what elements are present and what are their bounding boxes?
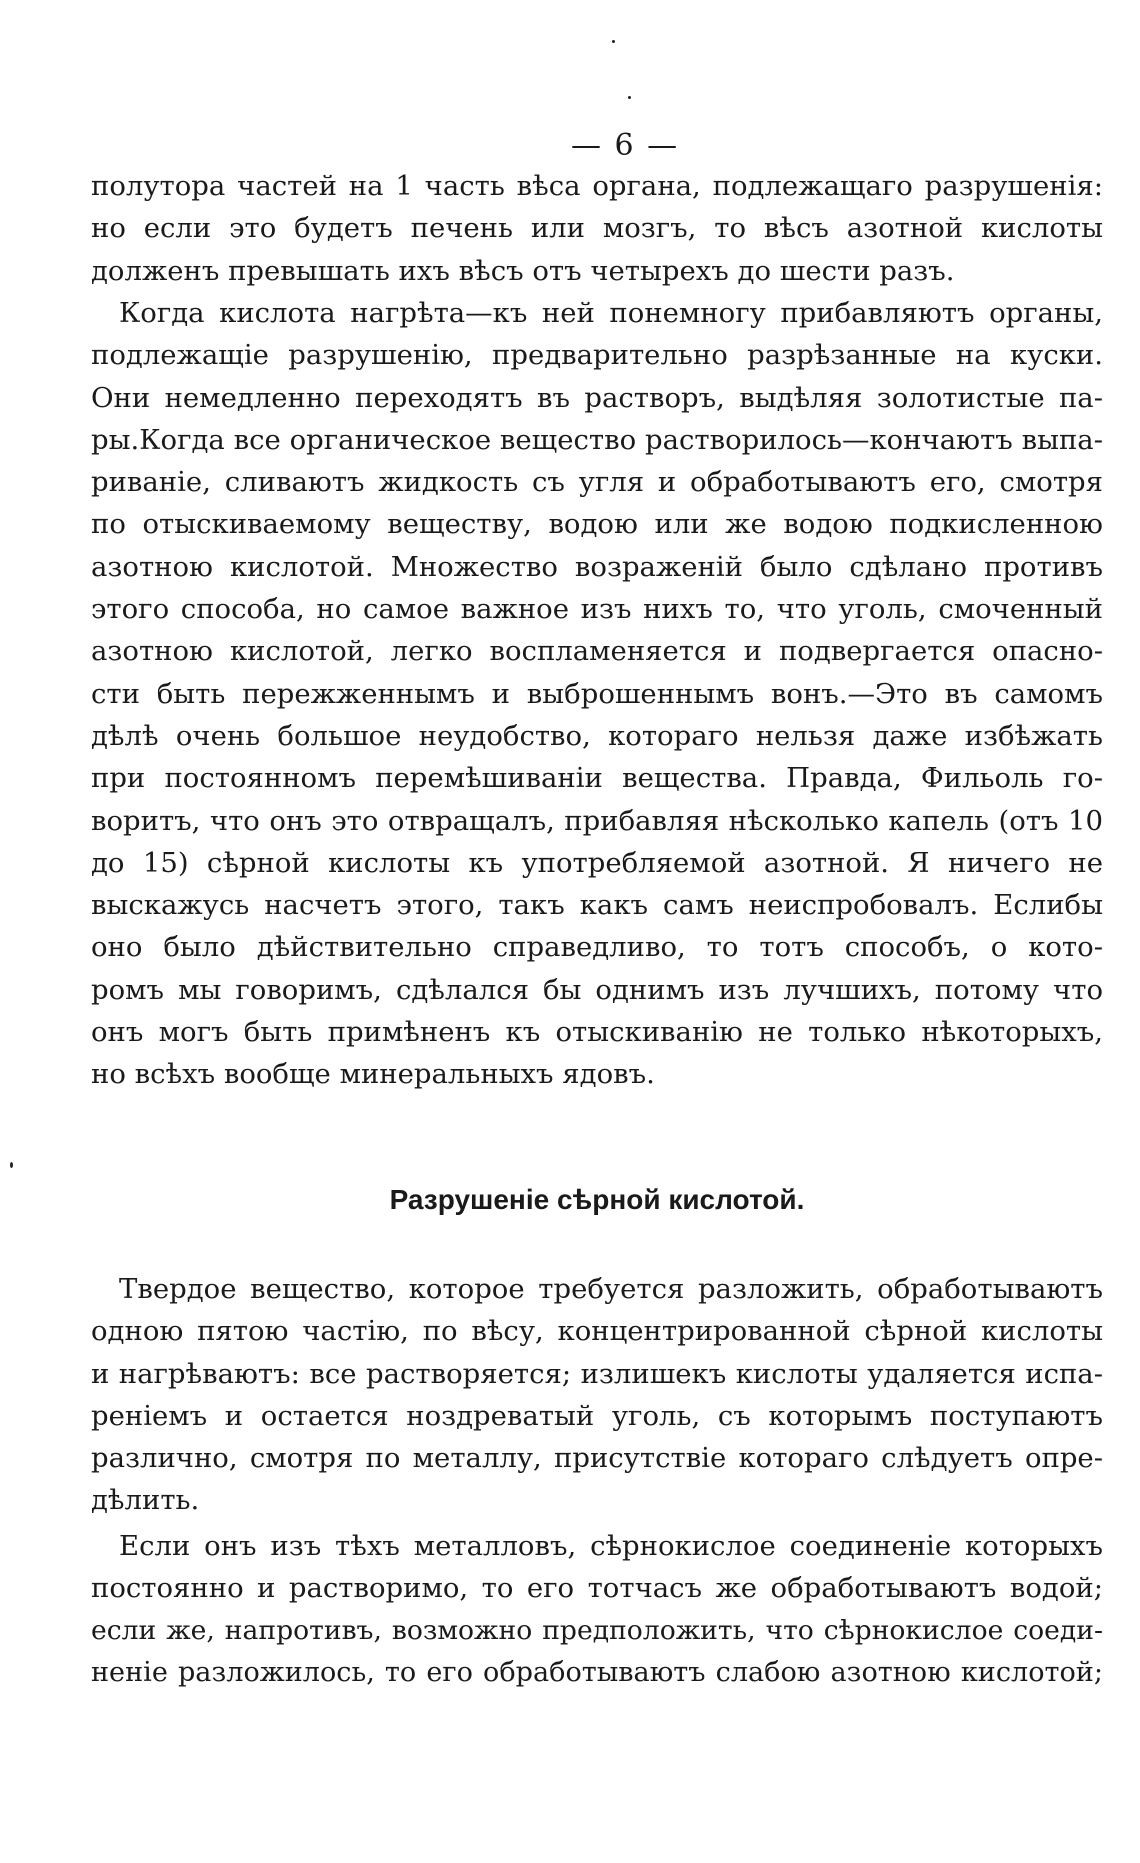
paragraph-4 [91,1525,1103,1694]
text-line: Когда кислота нагрѣта—къ ней понемногу прибавляютъ органы, [119,297,1103,329]
paragraph-3 [91,1268,1103,1522]
text-line: подлежащіе разрушенію, предварительно разрѣзанные на куски. [91,339,1103,372]
text-line: до 15) сѣрной кислоты къ употребляемой азотной. Я ничего не [91,846,1103,879]
text-line: этого способа, но самое важное изъ нихъ то, что уголь, смоченный [91,593,1103,626]
text-line: дѣлить. [91,1484,200,1517]
section-heading: Разрушеніе сѣрной кислотой. [389,1184,805,1215]
text-line: азотною кислотой, легко воспламеняется и подвергается опасно- [91,635,1103,668]
text-line: сти быть пережженнымъ и выброшеннымъ вонъ.—Это въ самомъ [91,677,1103,710]
text-line: при постоянномъ перемѣшиваніи вещества. Правда, Фильоль го- [91,762,1103,795]
text-line: одною пятою частію, по вѣсу, концентрированной сѣрной кислоты [91,1315,1103,1348]
text-line: азотною кислотой. Множество возраженій было сдѣлано противъ [91,550,1103,583]
page-number: — 6 — [571,128,680,163]
text-line: Если онъ изъ тѣхъ металловъ, сѣрнокислое соединеніе которыхъ [119,1530,1103,1562]
scan-speck [628,96,631,99]
paragraph-2 [91,292,1103,1096]
text-line: постоянно и растворимо, то его тотчасъ же обработываютъ водой; [91,1572,1103,1605]
text-line: по отыскиваемому веществу, водою или же водою подкисленною [91,508,1103,541]
text-line: ромъ мы говоримъ, сдѣлался бы однимъ изъ лучшихъ, потому что [91,973,1103,1006]
text-line: онъ могъ быть примѣненъ къ отыскиванію не только нѣкоторыхъ, [91,1016,1103,1049]
text-line: неніе разложилось, то его обработываютъ слабою азотною кислотой; [91,1656,1103,1688]
text-line: различно, смотря по металлу, присутствіе котораго слѣдуетъ опре- [91,1442,1103,1475]
text-line: Они немедленно переходятъ въ растворъ, выдѣляя золотистые па- [91,381,1103,414]
text-line: дѣлѣ очень большое неудобство, котораго нельзя даже избѣжать [91,719,1103,752]
text-line: долженъ превышать ихъ вѣсъ отъ четырехъ до шести разъ. [91,254,955,287]
text-line: Твердое вещество, которое требуется разложить, обработываютъ [119,1273,1103,1305]
text-line: риваніе, сливаютъ жидкость съ угля и обработываютъ его, смотря [91,466,1103,499]
scan-speck [612,40,615,43]
scan-speck [10,1162,13,1168]
text-line: полутора частей на 1 часть вѣса органа, подлежащаго разрушенія: [91,170,1103,202]
text-line: если же, напротивъ, возможно предположить, что сѣрнокислое соеди- [91,1614,1103,1646]
text-line: но всѣхъ вообще минеральныхъ ядовъ. [91,1058,655,1091]
text-line: ры.Когда все органическое вещество растворилось—кончаютъ выпа- [91,423,1103,456]
text-line: оно было дѣйствительно справедливо, то тотъ способъ, о кото- [91,931,1103,964]
paragraph-1 [91,165,1103,292]
text-line: выскажусь насчетъ этого, такъ какъ самъ неиспробовалъ. Еслибы [91,889,1103,922]
text-line: реніемъ и остается ноздреватый уголь, съ которымъ поступаютъ [91,1399,1103,1432]
text-line: и нагрѣваютъ: все растворяется; излишекъ кислоты удаляется испа- [91,1357,1103,1390]
text-line: но если это будетъ печень или мозгъ, то вѣсъ азотной кислоты [91,212,1103,245]
text-line: воритъ, что онъ это отвращалъ, прибавляя нѣсколько капель (отъ 10 [91,804,1103,837]
